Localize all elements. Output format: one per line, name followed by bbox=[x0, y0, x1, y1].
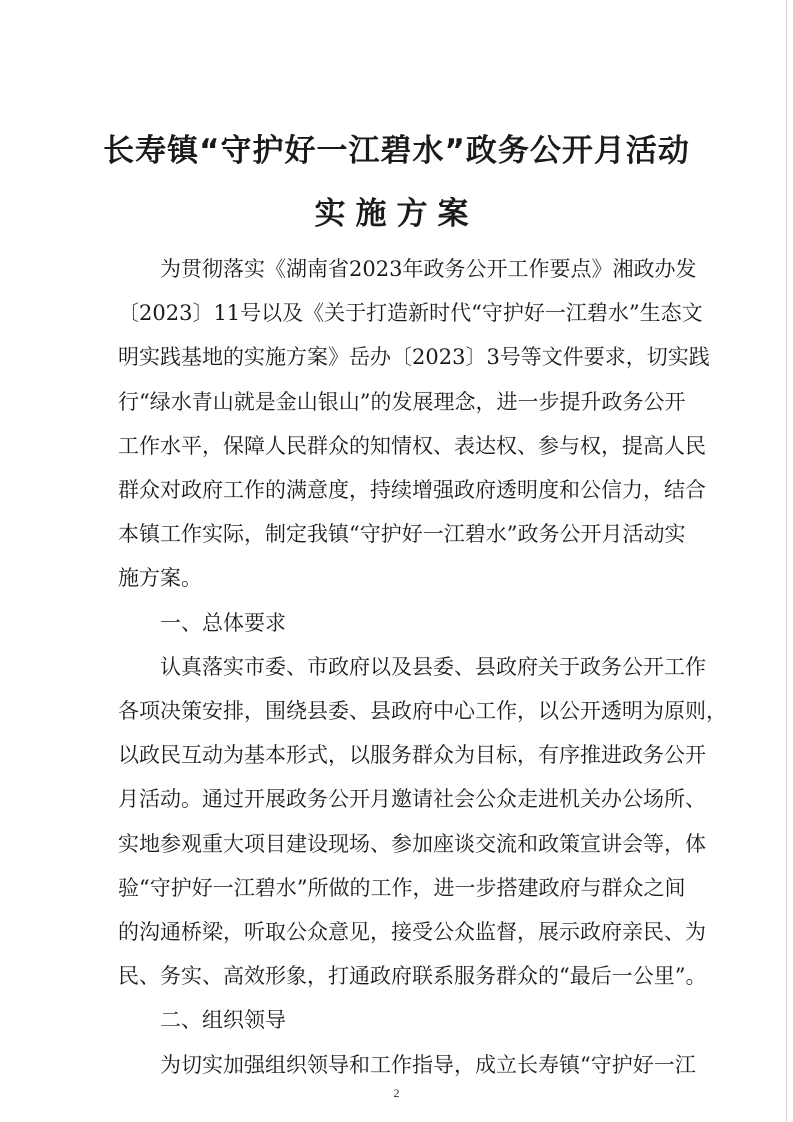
body-line: 为切实加强组织领导和工作指导，成立长寿镇“守护好一江 bbox=[118, 1052, 696, 1077]
body-line: 验“守护好一江碧水”所做的工作，进一步搭建政府与群众之间 bbox=[118, 875, 686, 900]
body-line: 施方案。 bbox=[118, 566, 202, 591]
section-heading-2: 二、组织领导 bbox=[118, 1008, 286, 1033]
body-line: 工作水平，保障人民群众的知情权、表达权、参与权，提高人民 bbox=[118, 433, 706, 458]
body-line: 以政民互动为基本形式，以服务群众为目标，有序推进政务公开 bbox=[118, 743, 706, 768]
document-title: 长寿镇“守护好一江碧水”政务公开月活动 bbox=[103, 133, 690, 169]
body-line: 的沟通桥梁，听取公众意见，接受公众监督，展示政府亲民、为 bbox=[118, 920, 706, 944]
section-heading-1: 一、总体要求 bbox=[118, 610, 286, 635]
body-line: 行“绿水青山就是金山银山”的发展理念，进一步提升政务公开 bbox=[118, 389, 686, 414]
document-subtitle: 实施方案 bbox=[314, 196, 479, 232]
body-line: 各项决策安排，围绕县委、县政府中心工作，以公开透明为原则， bbox=[118, 699, 727, 723]
body-line: 本镇工作实际，制定我镇“守护好一江碧水”政务公开月活动实 bbox=[118, 522, 686, 547]
body-line: 群众对政府工作的满意度，持续增强政府透明度和公信力，结合 bbox=[118, 478, 706, 502]
body-line: 实地参观重大项目建设现场、参加座谈交流和政策宣讲会等，体 bbox=[118, 831, 706, 856]
body-line: 认真落实市委、市政府以及县委、县政府关于政务公开工作 bbox=[118, 654, 706, 679]
page-number: 2 bbox=[393, 1086, 400, 1100]
body-line: 民、务实、高效形象，打通政府联系服务群众的“最后一公里”。 bbox=[118, 964, 707, 989]
body-line: 〔2023〕11号以及《关于打造新时代“守护好一江碧水”生态文 bbox=[118, 301, 703, 326]
body-line: 为贯彻落实《湖南省2023年政务公开工作要点》湘政办发 bbox=[118, 257, 697, 281]
scan-edge-line bbox=[786, 0, 787, 1122]
body-line: 月活动。通过开展政务公开月邀请社会公众走进机关办公场所、 bbox=[118, 787, 706, 812]
body-line: 明实践基地的实施方案》岳办〔2023〕3号等文件要求，切实践 bbox=[118, 345, 710, 370]
